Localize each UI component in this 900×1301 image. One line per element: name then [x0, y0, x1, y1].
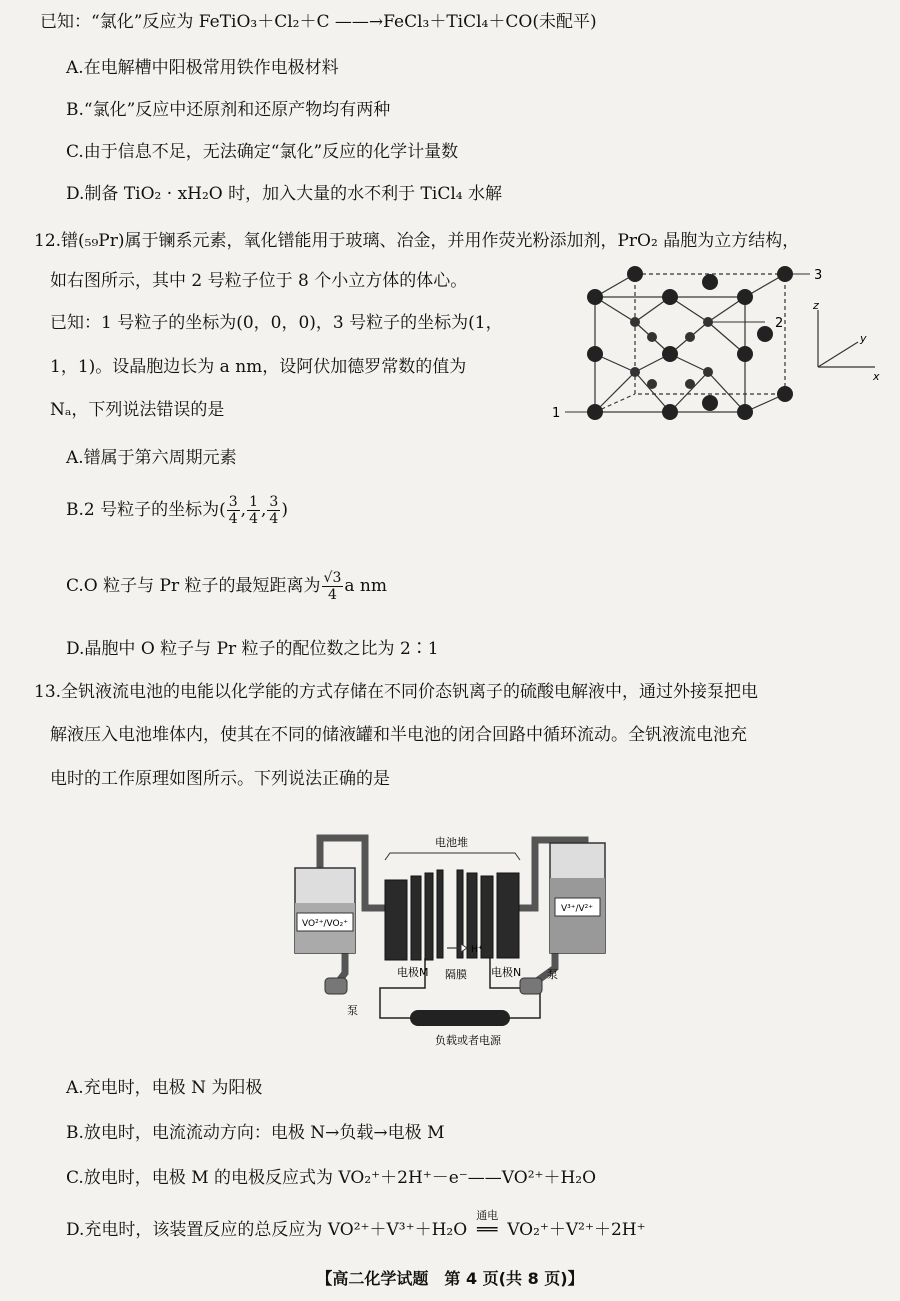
axis-y-label: y	[860, 332, 867, 345]
left-pump	[325, 978, 347, 994]
stack-label: 电池堆	[435, 836, 468, 849]
q13-stem-line1: 13.全钒液流电池的电能以化学能的方式存储在不同价态钒离子的硫酸电解液中，通过外接泵把电	[34, 682, 759, 702]
q12-stem-line4: 1，1)。设晶胞边长为 a nm，设阿伏加德罗常数的值为	[50, 357, 467, 377]
q13-option-d: D.充电时，该装置反应的总反应为 VO²⁺＋V³⁺＋H₂O 通电 ══ VO₂⁺＋V²⁺＋2H⁺	[66, 1209, 646, 1240]
load-component	[410, 1010, 510, 1026]
q13-option-a: A.充电时，电极 N 为阳极	[66, 1078, 263, 1098]
q12-stem-line1: 12.镨(₅₉Pr)属于镧系元素，氧化镨能用于玻璃、冶金，并用作荧光粉添加剂，PrO₂ 晶胞为立方结构，	[34, 231, 800, 251]
right-pump-label: 泵	[547, 968, 558, 981]
q12-stem-line3: 已知：1 号粒子的坐标为(0，0，0)，3 号粒子的坐标为(1，	[50, 313, 503, 333]
q12-option-a: A.镨属于第六周期元素	[66, 448, 237, 468]
page-footer: 【高二化学试题 第 4 页(共 8 页)】	[316, 1269, 584, 1288]
left-pump-label: 泵	[347, 1004, 358, 1017]
axis-x-label: x	[873, 370, 880, 383]
electrode-n-label: 电极N	[491, 966, 522, 979]
atom-label-3: 3	[814, 268, 823, 283]
electrode-m-label: 电极M	[397, 966, 429, 979]
q12-option-d: D.晶胞中 O 粒子与 Pr 粒子的配位数之比为 2∶1	[66, 639, 439, 659]
q12-stem-line5: Nₐ，下列说法错误的是	[50, 400, 225, 420]
left-tank-label: VO²⁺/VO₂⁺	[302, 919, 348, 929]
q11-option-c: C.由于信息不足，无法确定“氯化”反应的化学计量数	[66, 142, 459, 162]
q11-option-d: D.制备 TiO₂ · xH₂O 时，加入大量的水不利于 TiCl₄ 水解	[66, 184, 502, 204]
right-tank-label: V³⁺/V²⁺	[560, 904, 594, 914]
q12-option-c: C.O 粒子与 Pr 粒子的最短距离为 $\frac{√3}{4}$ a nm	[66, 570, 387, 603]
axis-z-label: z	[813, 299, 819, 312]
q12-stem-line2: 如右图所示，其中 2 号粒子位于 8 个小立方体的体心。	[50, 271, 468, 291]
q13-stem-line3: 电时的工作原理如图所示。下列说法正确的是	[50, 769, 390, 789]
q13-option-b: B.放电时，电流流动方向：电极 N→负载→电极 M	[66, 1123, 445, 1143]
right-pump	[520, 978, 542, 994]
load-label: 负载或者电源	[435, 1034, 501, 1047]
q12-option-b: B.2 号粒子的坐标为( $\frac{3}{4}$ , $\frac{1}{4}$ , $\frac{3}{4}$ )	[66, 494, 288, 527]
atom-label-2: 2	[775, 316, 784, 331]
membrane-label: 隔膜	[445, 968, 467, 981]
q11-option-b: B.“氯化”反应中还原剂和还原产物均有两种	[66, 100, 391, 120]
q13-option-c: C.放电时，电极 M 的电极反应式为 VO₂⁺＋2H⁺－e⁻——VO²⁺＋H₂O	[66, 1168, 597, 1188]
hplus-label: H⁺	[471, 945, 483, 955]
atom-label-1: 1	[552, 406, 561, 421]
q13-stem-line2: 解液压入电池堆体内，使其在不同的储液罐和半电池的闭合回路中循环流动。全钒液流电池充	[50, 725, 747, 745]
crystal-cell-figure	[540, 262, 890, 422]
q11-known: 已知：“氯化”反应为 FeTiO₃＋Cl₂＋C ——→FeCl₃＋TiCl₄＋CO(未配平)	[40, 12, 597, 32]
flow-battery-figure	[285, 818, 615, 1058]
q11-option-a: A.在电解槽中阳极常用铁作电极材料	[66, 58, 339, 78]
